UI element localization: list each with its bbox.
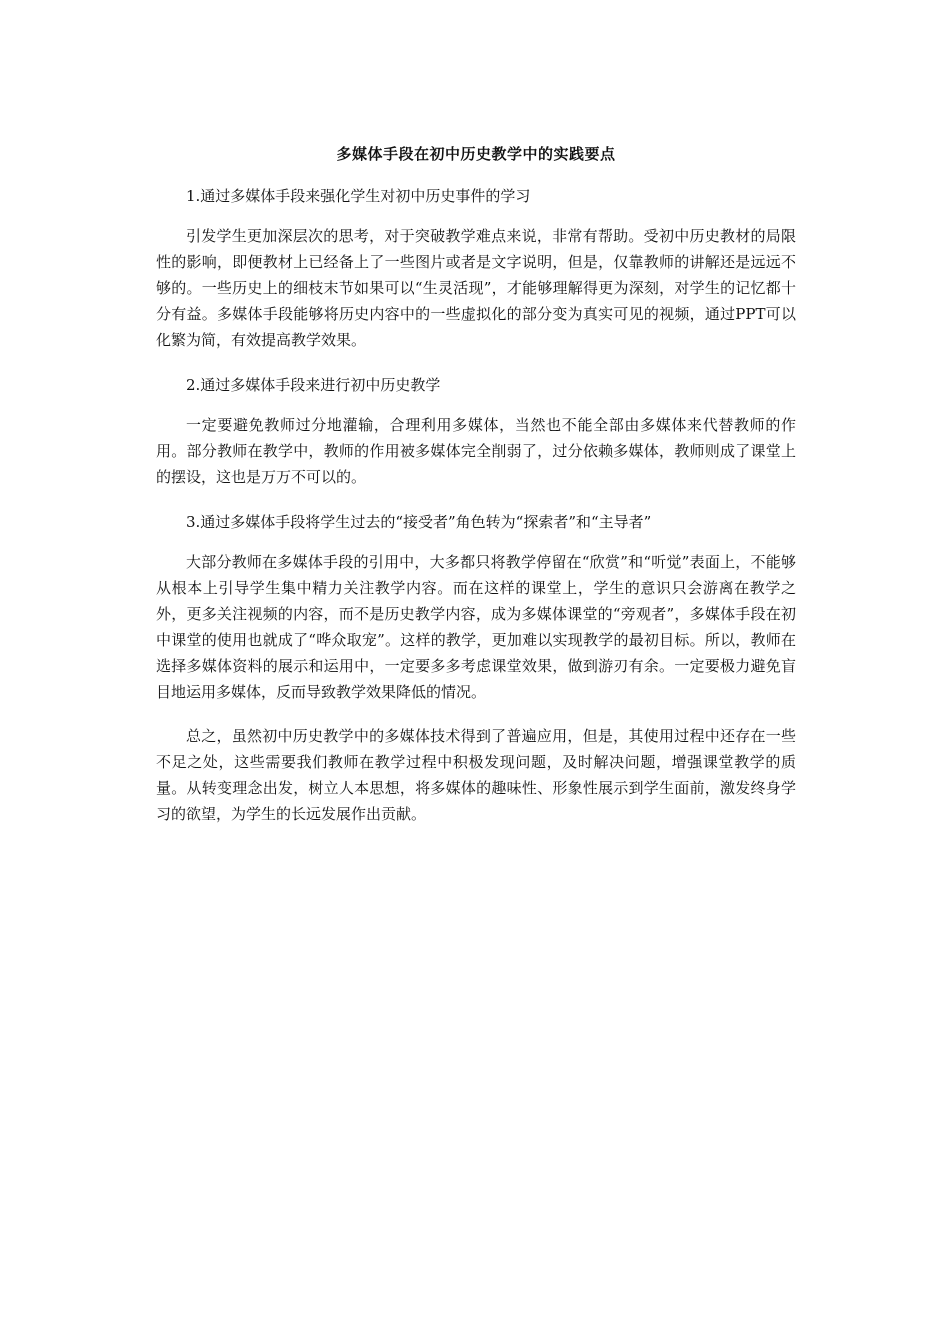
section-heading-1: 1.通过多媒体手段来强化学生对初中历史事件的学习: [186, 187, 531, 205]
document-title: 多媒体手段在初中历史教学中的实践要点: [336, 145, 616, 163]
document-body: [156, 140, 796, 845]
paragraph-3: 大部分教师在多媒体手段的引用中，大多都只将教学停留在“欣赏”和“听觉”表面上，不能够从根本上引导学生集中精力关注教学内容。而在这样的课堂上，学生的意识只会游离在教学之外，更多关注视频的内容，而不是历史教学内容，成为多媒体课堂的“旁观者”，多媒体手段在初中课堂的使用也就成了“哗众取宠”。这样的教学，更加难以实现教学的最初目标。所以，教师在选择多媒体资料的展示和运用中，一定要多多考虑课堂效果，做到游刃有余。一定要极力避免盲目地运用多媒体，反而导致教学效果降低的情况。: [156, 553, 796, 701]
paragraph-2: 一定要避免教师过分地灌输，合理利用多媒体，当然也不能全部由多媒体来代替教师的作用。部分教师在教学中，教师的作用被多媒体完全削弱了，过分依赖多媒体，教师则成了课堂上的摆设，这也是万万不可以的。: [156, 416, 796, 486]
section-heading-2: 2.通过多媒体手段来进行初中历史教学: [186, 376, 441, 394]
paragraph-1: 引发学生更加深层次的思考，对于突破教学难点来说，非常有帮助。受初中历史教材的局限性的影响，即便教材上已经备上了一些图片或者是文字说明，但是，仅靠教师的讲解还是远远不够的。一些历史上的细枝末节如果可以“生灵活现”，才能够理解得更为深刻，对学生的记忆都十分有益。多媒体手段能够将历史内容中的一些虚拟化的部分变为真实可见的视频，通过PPT可以化繁为简，有效提高教学效果。: [156, 227, 796, 349]
section-heading-3: 3.通过多媒体手段将学生过去的“接受者”角色转为“探索者”和“主导者”: [186, 513, 652, 531]
conclusion-paragraph: 总之，虽然初中历史教学中的多媒体技术得到了普遍应用，但是，其使用过程中还存在一些不足之处，这些需要我们教师在教学过程中积极发现问题，及时解决问题，增强课堂教学的质量。从转变理念出发，树立人本思想，将多媒体的趣味性、形象性展示到学生面前，激发终身学习的欲望，为学生的长远发展作出贡献。: [156, 727, 796, 823]
